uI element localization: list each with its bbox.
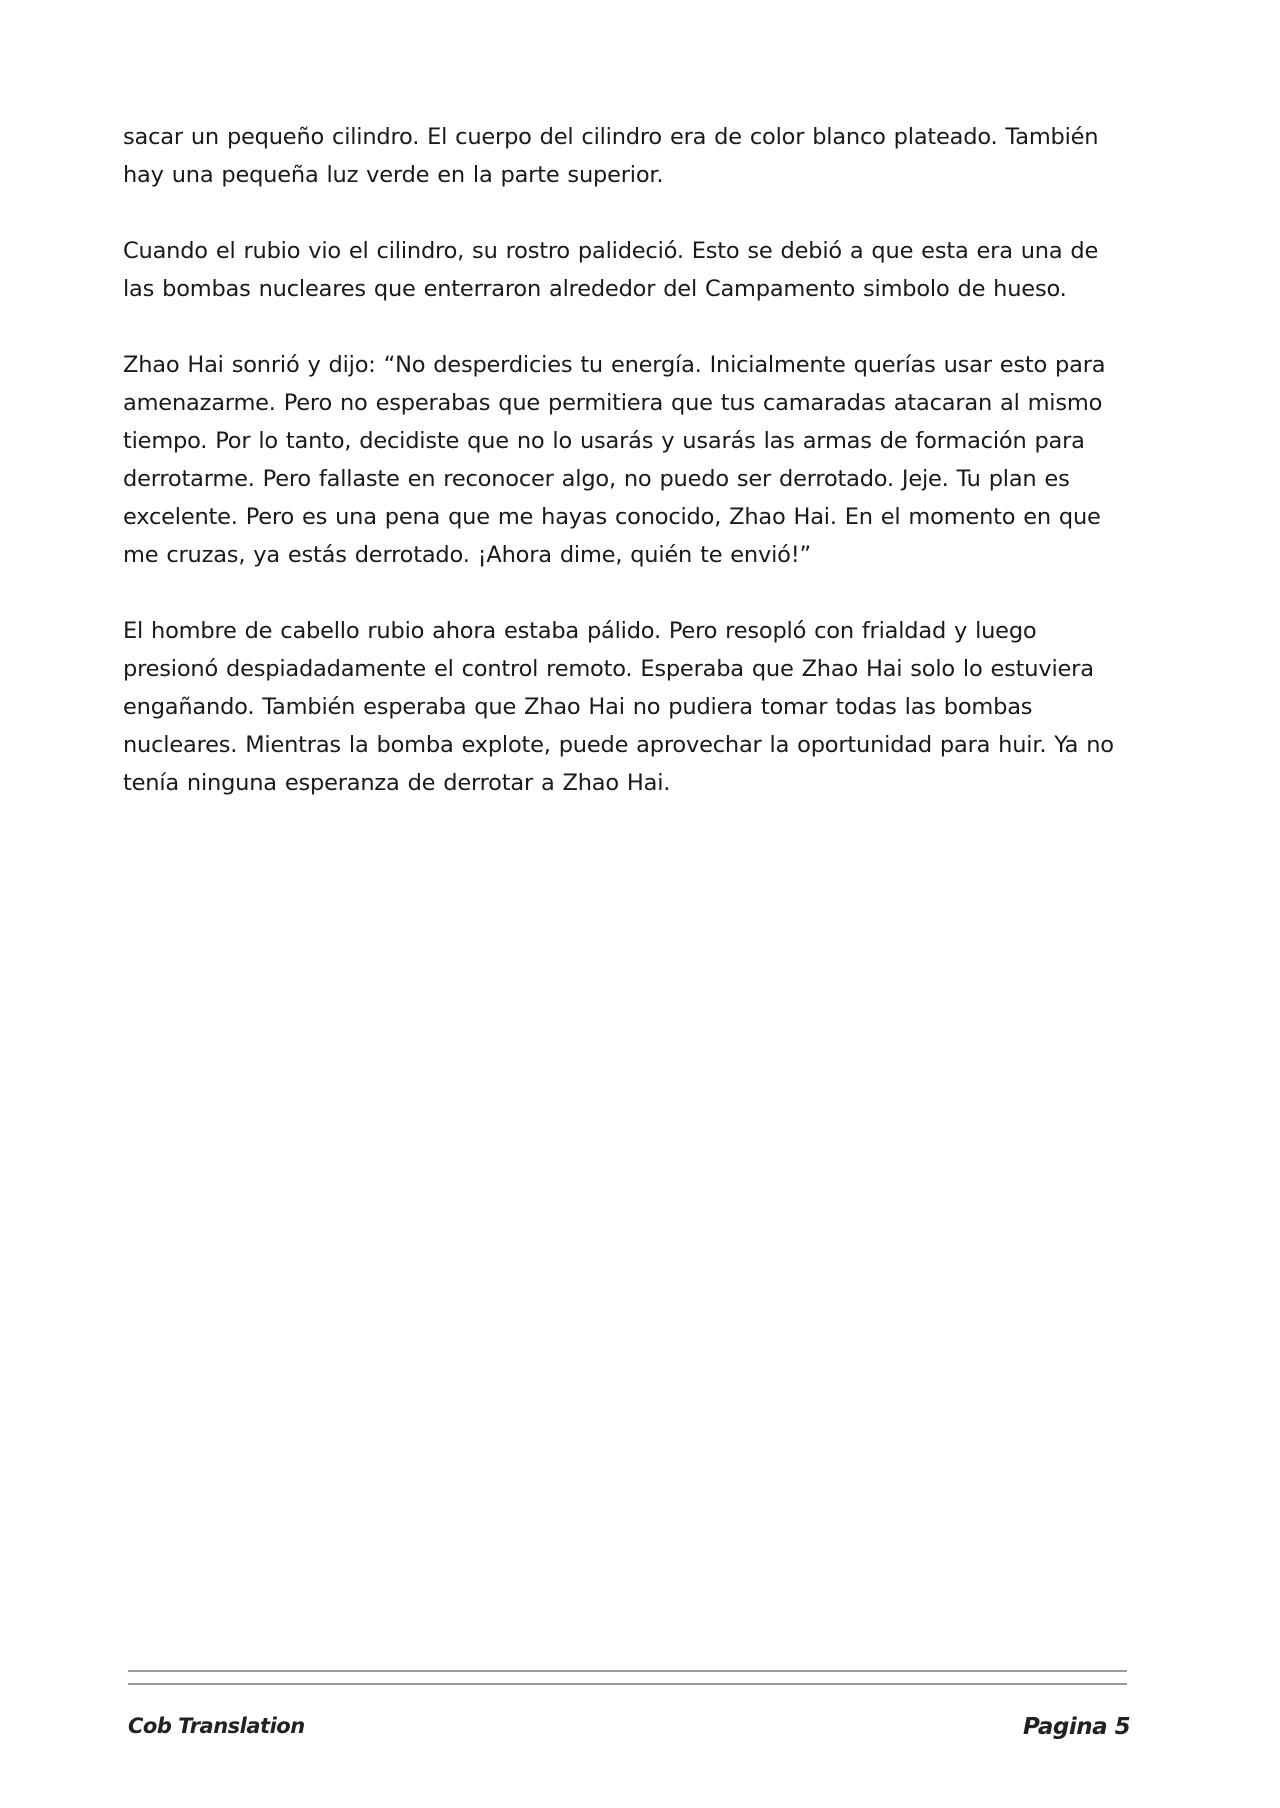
footer-divider-bottom	[128, 1683, 1127, 1685]
footer-divider-top	[128, 1670, 1127, 1672]
paragraph: El hombre de cabello rubio ahora estaba pálido. Pero resopló con frialdad y luego presionó despiadadamente el control remoto. Esperaba que Zhao Hai solo lo estuviera engañando. También esperaba que Zhao Hai no pudiera tomar todas las bombas nucleares. Mientras la bomba explote, puede aprovechar la oportunidad para huir. Ya no tenía ninguna esperanza de derrotar a Zhao Hai.	[123, 618, 1114, 796]
footer-credit: Cob Translation	[128, 1714, 305, 1738]
page-body	[123, 118, 1133, 840]
paragraph: Zhao Hai sonrió y dijo: “No desperdicies tu energía. Inicialmente querías usar esto para amenazarme. Pero no esperabas que permitiera que tus camaradas atacaran al mismo tiempo. Por lo tanto, decidiste que no lo usarás y usarás las armas de formación para derrotarme. Pero fallaste en reconocer algo, no puedo ser derrotado. Jeje. Tu plan es excelente. Pero es una pena que me hayas conocido, Zhao Hai. En el momento en que me cruzas, ya estás derrotado. ¡Ahora dime, quién te envió!”	[123, 352, 1106, 568]
page-number: Pagina 5	[1023, 1714, 1131, 1740]
paragraph: sacar un pequeño cilindro. El cuerpo del cilindro era de color blanco plateado. También hay una pequeña luz verde en la parte superior.	[123, 124, 1099, 188]
paragraph: Cuando el rubio vio el cilindro, su rostro palideció. Esto se debió a que esta era una de las bombas nucleares que enterraron alrededor del Campamento simbolo de hueso.	[123, 238, 1099, 302]
